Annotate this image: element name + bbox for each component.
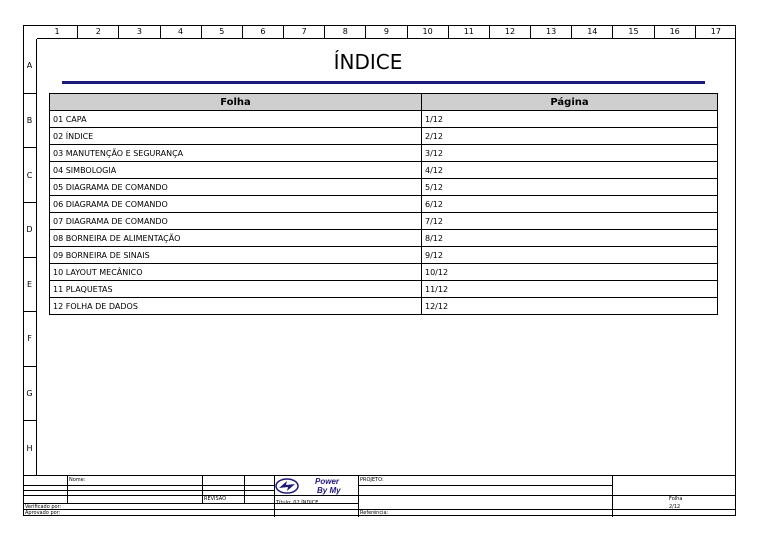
- column-ruler-label: 5: [201, 25, 242, 38]
- column-ruler-label: 3: [118, 25, 159, 38]
- folha-cell: 07 DIAGRAMA DE COMANDO: [50, 213, 422, 230]
- column-ruler-label: 7: [283, 25, 324, 38]
- folha-cell: 01 CAPA: [50, 111, 422, 128]
- folha-cell: 05 DIAGRAMA DE COMANDO: [50, 179, 422, 196]
- title-block: [23, 475, 736, 517]
- verificado-label: Verificado por:: [25, 504, 62, 510]
- pagina-cell: 1/12: [422, 111, 718, 128]
- pagina-cell: 7/12: [422, 213, 718, 230]
- pagina-cell: 5/12: [422, 179, 718, 196]
- row-ruler-label: G: [23, 366, 36, 421]
- folha-label: Folha: [669, 496, 683, 502]
- pagina-cell: 4/12: [422, 162, 718, 179]
- header-pagina: Página: [422, 94, 718, 111]
- table-row: [50, 281, 718, 298]
- aprovado-label: Aprovado por:: [25, 510, 61, 516]
- row-ruler: [23, 39, 37, 475]
- pagina-cell: 3/12: [422, 145, 718, 162]
- row-ruler-label: C: [23, 147, 36, 202]
- column-ruler-label: 1: [54, 27, 60, 36]
- pagina-cell: 12/12: [422, 298, 718, 315]
- column-ruler-label: 2: [77, 25, 118, 38]
- row-ruler-label: B: [23, 93, 36, 148]
- referencia-label: Referência:: [360, 510, 389, 516]
- folha-cell: 11 PLAQUETAS: [50, 281, 422, 298]
- table-row: [50, 162, 718, 179]
- table-row: [50, 128, 718, 145]
- folha-cell: 09 BORNEIRA DE SINAIS: [50, 247, 422, 264]
- row-ruler-label: A: [26, 61, 33, 71]
- column-ruler-label: 17: [695, 25, 736, 38]
- row-ruler-label: D: [23, 202, 36, 257]
- table-row: [50, 196, 718, 213]
- table-row: [50, 145, 718, 162]
- title-underline: [62, 81, 705, 84]
- nome-label: Nome:: [69, 477, 86, 483]
- index-table-header: [50, 94, 718, 111]
- folha-cell: 12 FOLHA DE DADOS: [50, 298, 422, 315]
- folha-cell: 02 ÍNDICE: [50, 128, 422, 145]
- projeto-label: PROJETO:: [360, 477, 384, 483]
- folha-cell: 03 MANUTENÇÃO E SEGURANÇA: [50, 145, 422, 162]
- logo-line1: Power: [315, 477, 340, 486]
- folha-cell: 10 LAYOUT MECÂNICO: [50, 264, 422, 281]
- page-title: ÍNDICE: [333, 50, 403, 74]
- pagina-cell: 8/12: [422, 230, 718, 247]
- revisao-label: REVISÃO: [204, 496, 227, 502]
- index-table: [49, 93, 718, 315]
- row-ruler-label: H: [23, 420, 36, 475]
- folha-cell: 04 SIMBOLOGIA: [50, 162, 422, 179]
- column-ruler-label: 10: [407, 25, 448, 38]
- table-row: [50, 111, 718, 128]
- pagina-cell: 11/12: [422, 281, 718, 298]
- column-ruler: [37, 25, 736, 39]
- company-logo: [275, 476, 355, 496]
- column-ruler-label: 8: [324, 25, 365, 38]
- column-ruler-label: 11: [448, 25, 489, 38]
- folha-cell: 08 BORNEIRA DE ALIMENTAÇÃO: [50, 230, 422, 247]
- folha-value: 2/12: [669, 504, 681, 510]
- pagina-cell: 6/12: [422, 196, 718, 213]
- row-ruler-label: F: [23, 311, 36, 366]
- pagina-cell: 9/12: [422, 247, 718, 264]
- column-ruler-label: 14: [571, 25, 612, 38]
- pagina-cell: 10/12: [422, 264, 718, 281]
- table-row: [50, 264, 718, 281]
- table-row: [50, 247, 718, 264]
- column-ruler-label: 16: [654, 25, 695, 38]
- column-ruler-label: 6: [242, 25, 283, 38]
- column-ruler-label: 9: [365, 25, 406, 38]
- table-row: [50, 213, 718, 230]
- column-ruler-label: 13: [530, 25, 571, 38]
- logo-line2: By My: [317, 486, 341, 495]
- table-row: [50, 230, 718, 247]
- column-ruler-label: 12: [489, 25, 530, 38]
- column-ruler-label: 15: [612, 25, 653, 38]
- folha-cell: 06 DIAGRAMA DE COMANDO: [50, 196, 422, 213]
- table-row: [50, 298, 718, 315]
- table-row: [50, 179, 718, 196]
- row-ruler-label: E: [23, 257, 36, 312]
- column-ruler-label: 4: [160, 25, 201, 38]
- pagina-cell: 2/12: [422, 128, 718, 145]
- header-folha: Folha: [50, 94, 422, 111]
- titulo-label: Título: 02 ÍNDICE: [276, 500, 319, 506]
